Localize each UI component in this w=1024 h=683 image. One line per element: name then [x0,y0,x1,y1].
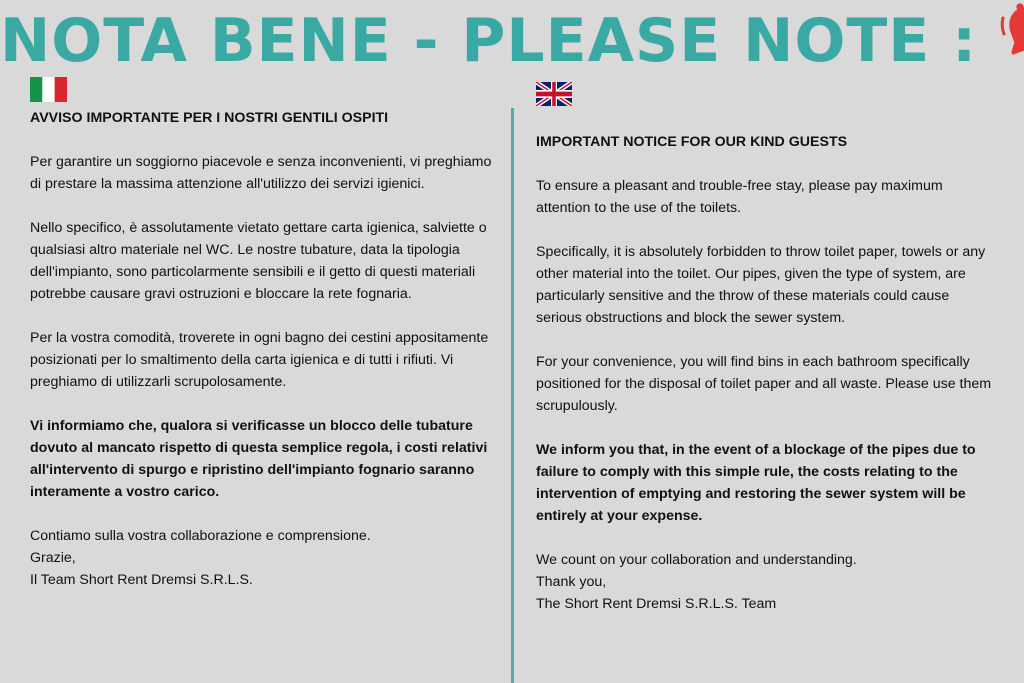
english-notice [536,131,996,615]
italian-heading: AVVISO IMPORTANTE PER I NOSTRI GENTILI OSPITI [30,110,389,126]
page-title-text: NOTA BENE - PLEASE NOTE : [0,6,978,77]
english-paragraph-1: To ensure a pleasant and trouble-free stay, please pay maximum attention to the use of the toilets. [536,178,943,216]
italian-paragraph-3: Per la vostra comodità, troverete in ogni bagno dei cestini appositamente posizionati per lo smaltimento della carta igienica e di tutti i rifiuti. Vi preghiamo di utilizzarli scrupolosamente. [30,330,489,390]
english-paragraph-2: Specifically, it is absolutely forbidden to throw toilet paper, towels or any other material into the toilet. Our pipes, given the type of system, are particularly sensitive and the throw of these materials could cause serious obstructions and block the sewer system. [536,244,986,326]
uk-flag-icon [536,82,572,106]
english-signature: The Short Rent Dremsi S.R.L.S. Team [536,596,777,612]
english-closing-1: We count on your collaboration and understanding. [536,552,857,568]
english-heading: IMPORTANT NOTICE FOR OUR KIND GUESTS [536,134,848,150]
italian-signature: Il Team Short Rent Dremsi S.R.L.S. [30,572,253,588]
italian-paragraph-2: Nello specifico, è assolutamente vietato gettare carta igienica, salviette o qualsiasi altro materiale nel WC. Le nostre tubature, data la tipologia dell'impianto, sono particolarmente sensibili e il getto di questi materiali potrebbe causare gravi ostruzioni e bloccare la rete fognaria. [30,220,487,302]
page-title [0,2,1024,87]
italian-notice [30,107,500,591]
italian-closing-2: Grazie, [30,550,76,566]
english-closing-2: Thank you, [536,574,607,590]
column-divider [511,108,514,683]
italy-flag-icon [30,77,67,102]
italian-closing-1: Contiamo sulla vostra collaborazione e comprensione. [30,528,371,544]
italian-warning: Vi informiamo che, qualora si verificasse un blocco delle tubature dovuto al mancato rispetto di questa semplice regola, i costi relativi all'intervento di spurgo e ripristino dell'impianto fognario saranno interamente a vostro carico. [30,418,488,500]
english-warning: We inform you that, in the event of a blockage of the pipes due to failure to comply with this simple rule, the costs relating to the intervention of emptying and restoring the sewer system will be entirely at your expense. [536,442,976,524]
bell-icon [995,0,1024,81]
english-paragraph-3: For your convenience, you will find bins in each bathroom specifically positioned for the disposal of toilet paper and all waste. Please use them scrupulously. [536,354,992,414]
italian-paragraph-1: Per garantire un soggiorno piacevole e senza inconvenienti, vi preghiamo di prestare la massima attenzione all'utilizzo dei servizi igienici. [30,154,492,192]
